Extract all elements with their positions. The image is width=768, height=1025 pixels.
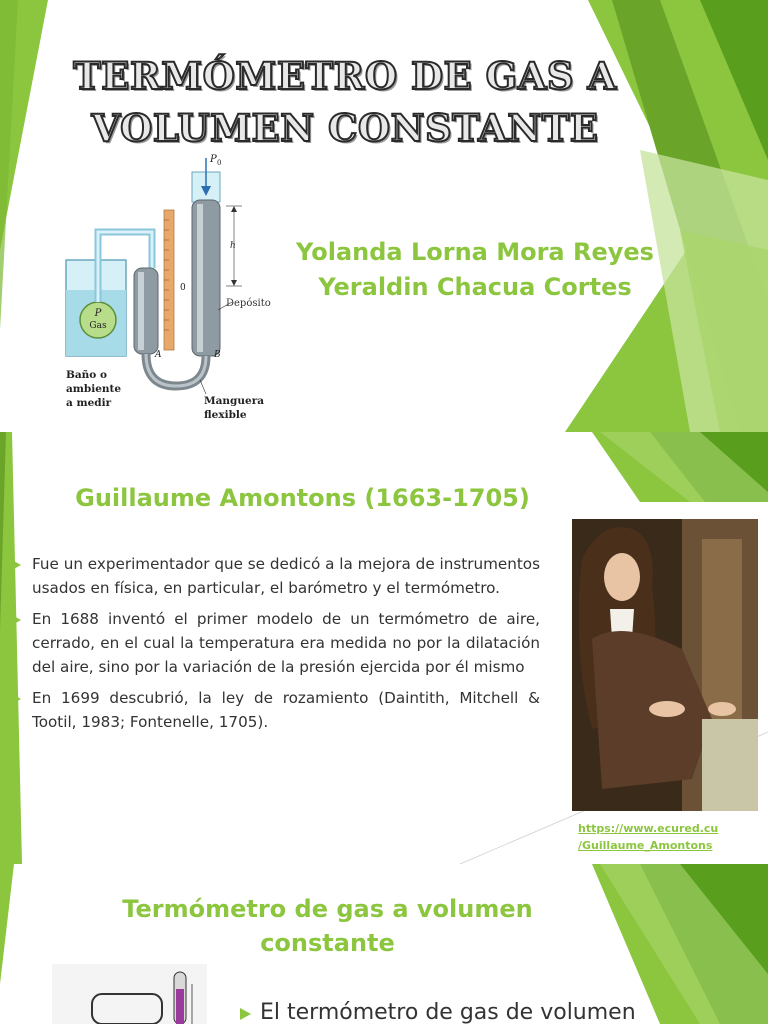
- p0-label: P: [210, 154, 217, 165]
- p0-sub-label: 0: [217, 159, 222, 167]
- thermometer-sketch: [52, 964, 207, 1024]
- author-1: Yolanda Lorna Mora Reyes: [296, 238, 654, 266]
- slide-3-heading: Termómetro de gas a volumen constante: [122, 895, 533, 957]
- a-label: A: [155, 350, 162, 360]
- bullet-triangle-icon: [12, 560, 21, 570]
- bullet-triangle-icon: [12, 694, 21, 704]
- bullet-triangle-icon: [240, 1008, 251, 1020]
- gas-label: Gas: [89, 321, 107, 331]
- slide-3-bullet: El termómetro de gas de volumen: [240, 1000, 636, 1025]
- b-label: B: [214, 350, 221, 360]
- slide-1: [0, 0, 768, 432]
- source-link[interactable]: https://www.ecured.cu /Guillaume_Amontons: [578, 822, 719, 852]
- amontons-portrait: [572, 519, 758, 811]
- amontons-heading: Guillaume Amontons (1663-1705): [75, 484, 530, 512]
- list-item: Fue un experimentador que se dedicó a la mejora de instrumentos usados en física, en particular, el barómetro y el termómetro.: [12, 552, 540, 600]
- h-label: h: [230, 241, 236, 251]
- zero-label: 0: [180, 283, 186, 293]
- amontons-bullet-list: [12, 552, 540, 734]
- title-line-1: TERMÓMETRO DE GAS A: [73, 54, 617, 98]
- deposito-label: Depósito: [226, 298, 271, 309]
- list-item: En 1688 inventó el primer modelo de un termómetro de aire, cerrado, en el cual la temperatura era medida no por la dilatación del aire, sino por la variación de la presión ejercida por él mismo: [12, 607, 540, 679]
- manguera-label: Manguera flexible: [204, 395, 265, 421]
- title-line-2: VOLUMEN CONSTANTE: [91, 106, 599, 150]
- bano-label: Baño o ambiente a medir: [66, 369, 122, 409]
- list-item: En 1699 descubrió, la ley de rozamiento (Daintith, Mitchell & Tootil, 1983; Fontenelle, 1705).: [12, 686, 540, 734]
- slide-title: [40, 50, 650, 154]
- author-2: Yeraldin Chacua Cortes: [318, 273, 632, 301]
- p-label: P: [94, 308, 102, 319]
- gas-thermometer-diagram: [52, 150, 292, 430]
- bullet-triangle-icon: [12, 615, 21, 625]
